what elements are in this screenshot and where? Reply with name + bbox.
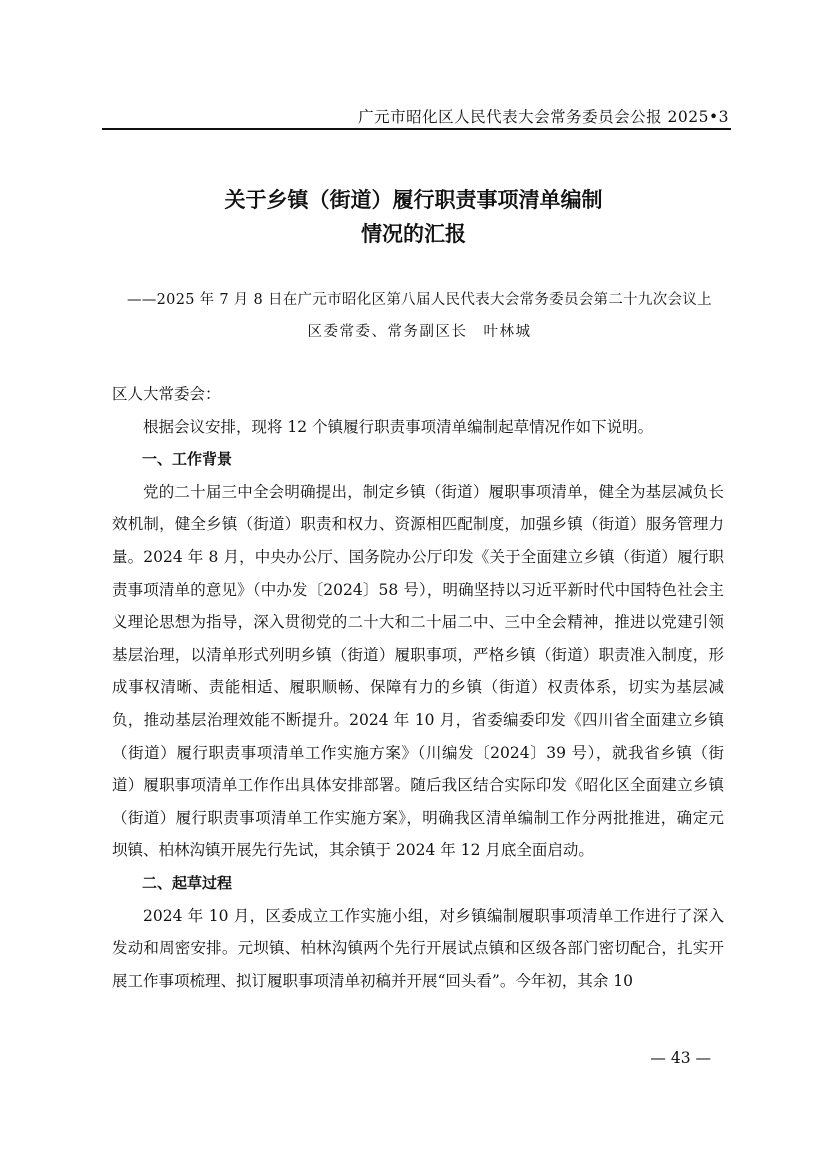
- report-author: 区委常委、常务副区长 叶林城: [307, 324, 532, 340]
- section-heading-drafting: 二、起草过程: [142, 873, 233, 892]
- section-heading-background: 一、工作背景: [142, 450, 233, 469]
- report-title-line-2: 情况的汇报: [361, 222, 466, 246]
- header-rule: [102, 128, 731, 130]
- report-occasion: ——2025 年 7 月 8 日在广元市昭化区第八届人民代表大会常务委员会第二十九次会议上: [127, 292, 712, 308]
- drafting-paragraph: 2024 年 10 月，区委成立工作实施小组，对乡镇编制履职事项清单工作进行了深入发动和周密安排。元坝镇、柏林沟镇两个先行开展试点镇和区级各部门密切配合，扎实开展工作事项梳理、拟订履职事项清单初稿并开展“回头看”。今年初，其余 10: [112, 906, 724, 990]
- report-title-line-1: 关于乡镇（街道）履行职责事项清单编制: [224, 188, 603, 212]
- background-paragraph: 党的二十届三中全会明确提出，制定乡镇（街道）履职事项清单，健全为基层减负长效机制，健全乡镇（街道）职责和权力、资源相匹配制度，加强乡镇（街道）服务管理力量。2024 年 8 月，中央办公厅、国务院办公厅印发《关于全面建立乡镇（街道）履行职责事项清单的意见》（中办发〔2024〕58 号），明确坚持以习近平新时代中国特色社会主义理论思想为指导，深入贯彻党的二十大和二十届二中、三中全会精神，推进以党建引领基层治理，以清单形式列明乡镇（街道）履职事项，严格乡镇（街道）职责准入制度，形成事权清晰、责能相适、履职顺畅、保障有力的乡镇（街道）权责体系，切实为基层减负，推动基层治理效能不断提升。2024 年 10 月，省委编委印发《四川省全面建立乡镇（街道）履行职责事项清单工作实施方案》（川编发〔2024〕39 号），就我省乡镇（街道）履职事项清单工作作出具体安排部署。随后我区结合实际印发《昭化区全面建立乡镇（街道）履行职责事项清单工作实施方案》，明确我区清单编制工作分两批推进，确定元坝镇、柏林沟镇开展先行先试，其余镇于 2024 年 12 月底全面启动。: [112, 482, 724, 860]
- page-number: — 43 —: [650, 1049, 711, 1067]
- journal-title: 广元市昭化区人民代表大会常务委员会公报 2025•3: [358, 108, 729, 126]
- report-body: [112, 378, 724, 997]
- salutation: 区人大常委会：: [112, 385, 221, 403]
- intro-paragraph: 根据会议安排，现将 12 个镇履行职责事项清单编制起草情况作如下说明。: [143, 417, 654, 436]
